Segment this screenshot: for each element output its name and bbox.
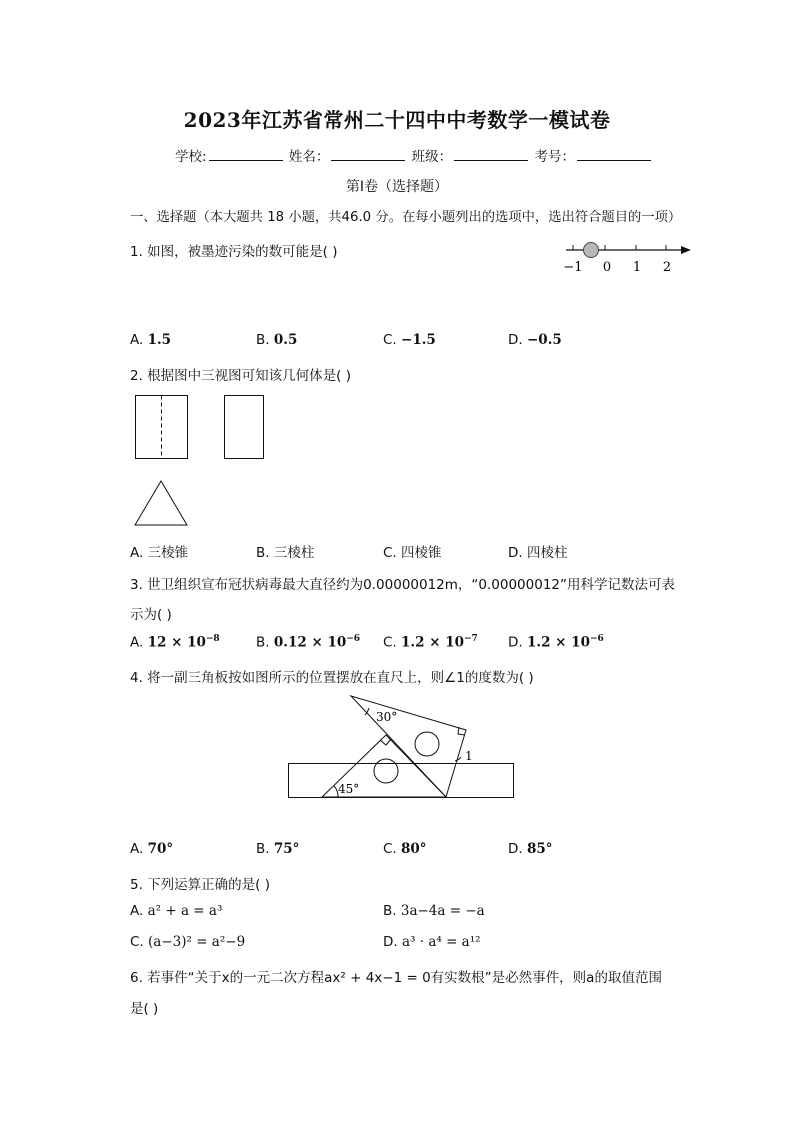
label-0: 0 [602,260,612,275]
question-1-text: 1. 如图，被墨迹污染的数可能是( ) [130,244,338,260]
exam-no-blank [577,146,651,161]
ink-blot [584,243,599,258]
q4-option-b: B. 75° [256,841,300,857]
question-5-text: 5. 下列运算正确的是( ) [130,877,270,893]
q4-option-a: A. 70° [130,841,174,857]
question-6-text-line1: 6. 若事件“关于x的一元二次方程ax² + 4x−1 = 0有实数根”是必然事件，则a的取值范围 [130,970,662,986]
q3-option-d: D. $1.2 \times 10^{-6}$ [508,634,604,651]
top-view-triangle [135,481,187,525]
label-minus-1: −1 [563,260,583,275]
question-6-text-line2: 是( ) [130,1001,159,1017]
angle-1-label: 1 [465,749,473,763]
name-label: 姓名： [288,149,330,165]
student-info-line [175,145,653,165]
ruler [289,764,514,798]
q2-option-c: C. 四棱锥 [383,545,442,561]
triangle-ruler-figure [285,693,520,805]
part-title: 第Ⅰ卷（选择题） [345,179,449,195]
exam-title: 2023年江苏省常州二十四中中考数学一模试卷 [183,108,611,132]
q5-option-c: C. (a−3)² = a²−9 [130,934,246,950]
q5-option-b: B. 3a−4a = −a [383,903,485,919]
number-line-figure [560,236,695,276]
class-label: 班级： [411,149,453,165]
q4-option-d: D. 85° [508,841,553,857]
label-1: 1 [632,260,642,275]
question-4-text: 4. 将一副三角板按如图所示的位置摆放在直尺上，则∠1的度数为( ) [130,670,534,686]
class-blank [454,146,528,161]
angle-45-label: 45° [338,782,360,796]
label-2: 2 [662,260,672,275]
triangle-30-hole [415,732,439,756]
q2-option-b: B. 三棱柱 [256,545,315,561]
q1-option-b: B. 0.5 [256,332,298,348]
q1-option-c: C. −1.5 [383,332,436,348]
q3-option-c: C. $1.2 \times 10^{-7}$ [383,634,478,651]
q2-option-a: A. 三棱锥 [130,545,189,561]
q5-option-d: D. a³ · a⁴ = a¹² [383,934,481,950]
section-heading: 一、选择题（本大题共 18 小题，共46.0 分。在每小题列出的选项中，选出符合题目的一项） [130,210,682,225]
side-view-rect [225,396,264,459]
angle-30-label: 30° [376,710,398,724]
triangle-45-hole [374,759,398,783]
question-3-text-line2: 示为( ) [130,607,172,623]
question-3-text-line1: 3. 世卫组织宣布冠状病毒最大直径约为0.00000012m，“0.00000012”用科学记数法可表 [130,577,675,593]
q2-option-d: D. 四棱柱 [508,545,568,561]
school-label: 学校: [175,149,207,165]
name-blank [331,146,405,161]
three-views-figure [130,390,275,530]
exam-no-label: 考号： [534,149,575,165]
q3-option-b: B. $0.12 \times 10^{-6}$ [256,634,361,651]
number-line-arrow [681,246,691,254]
q5-option-a: A. a² + a = a³ [130,903,223,919]
question-2-text: 2. 根据图中三视图可知该几何体是( ) [130,368,351,384]
q1-option-a: A. 1.5 [130,332,172,348]
q3-option-a: A. $12 \times 10^{-8}$ [130,634,220,651]
school-blank [209,146,283,161]
q4-option-c: C. 80° [383,841,427,857]
q1-option-d: D. −0.5 [508,332,562,348]
